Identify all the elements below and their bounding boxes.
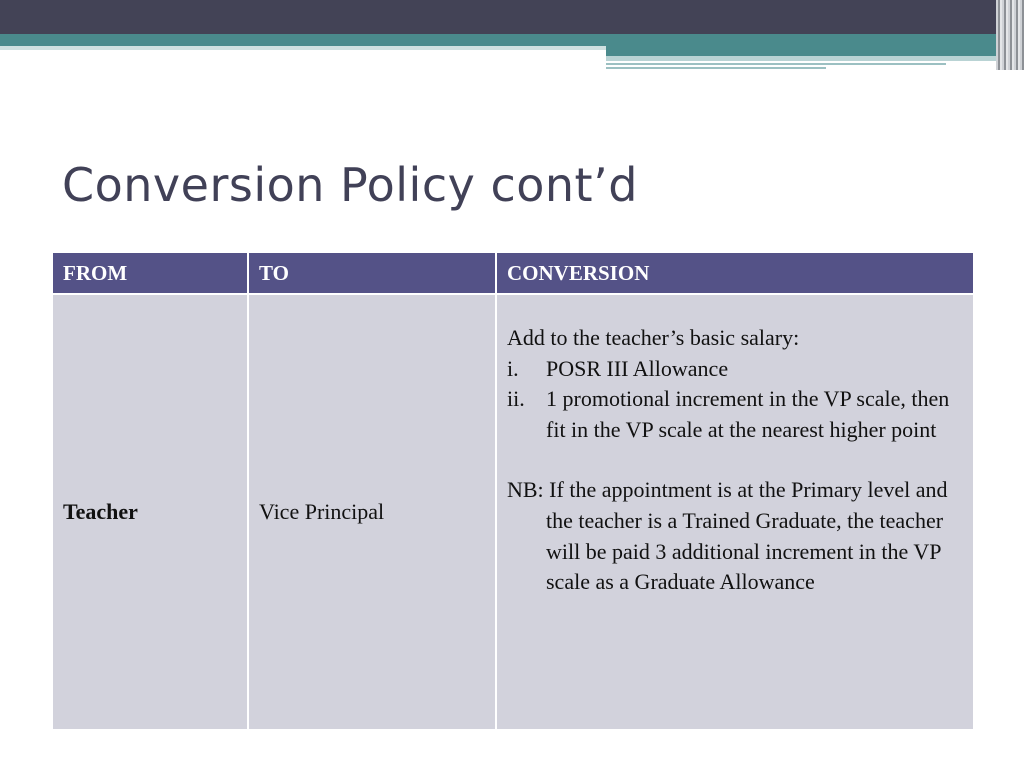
- banner-teal-bar: [0, 34, 1000, 46]
- list-item-text: 1 promotional increment in the VP scale, then fit in the VP scale at the nearest higher point: [546, 386, 950, 442]
- list-item: [507, 354, 963, 385]
- conversion-list: [507, 354, 963, 446]
- list-item-text: POSR III Allowance: [546, 355, 729, 381]
- banner-light-step: [606, 56, 1000, 61]
- list-item-number: ii.: [507, 386, 525, 412]
- slide-title: Conversion Policy cont’d: [62, 158, 638, 212]
- table-header-row: [52, 252, 974, 294]
- conversion-cell: [496, 294, 974, 730]
- list-item: [507, 384, 963, 445]
- banner-light-bar: [0, 46, 606, 50]
- banner-stripes: [996, 0, 1024, 70]
- conversion-intro: Add to the teacher’s basic salary:: [507, 325, 800, 350]
- banner-dark-bar: [0, 0, 1000, 34]
- header-from: FROM: [52, 252, 248, 294]
- banner-teal-step: [606, 46, 1000, 56]
- conversion-table: [51, 251, 975, 731]
- header-to: TO: [248, 252, 496, 294]
- table-row: [52, 294, 974, 730]
- banner-thin-line: [606, 67, 826, 69]
- from-cell: Teacher: [52, 294, 248, 730]
- list-item-number: i.: [507, 355, 519, 381]
- header-conversion: CONVERSION: [496, 252, 974, 294]
- to-cell: Vice Principal: [248, 294, 496, 730]
- top-banner: [0, 0, 1024, 70]
- banner-thin-line: [606, 63, 946, 65]
- nb-note: NB: If the appointment is at the Primary level and the teacher is a Trained Graduate, the teacher will be paid 3 additional increment in the VP scale as a Graduate Allowance: [507, 477, 948, 595]
